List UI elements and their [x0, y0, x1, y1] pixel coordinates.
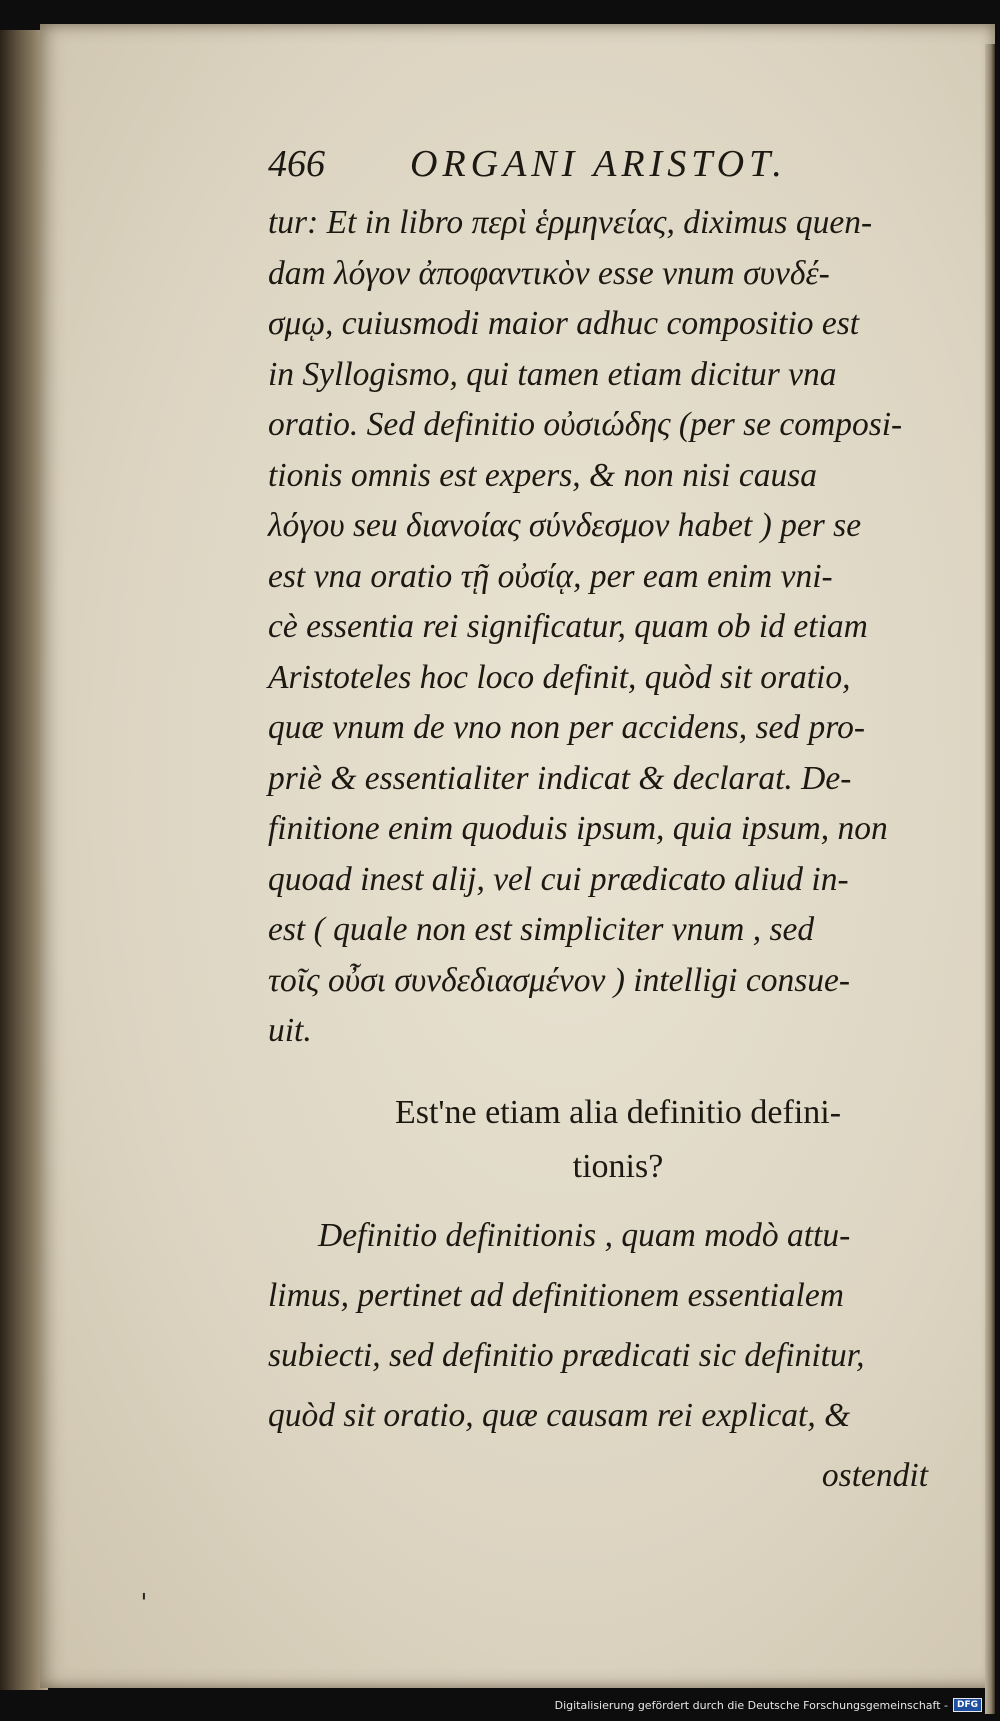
- credit-text: Digitalisierung gefördert durch die Deutsche Forschungsgemeinschaft -: [554, 1698, 948, 1712]
- page-right-edge: [985, 44, 995, 1714]
- text-line: Aristoteles hoc loco definit, quòd sit oratio,: [268, 658, 851, 696]
- dfg-logo: DFG: [953, 1698, 982, 1712]
- text-line: subiecti, sed definitio prædicati sic definitur,: [268, 1337, 865, 1374]
- answer-paragraph: [268, 1206, 968, 1506]
- text-line: dam λόγον ἀποφαντικὸν esse vnum συνδέ-: [268, 254, 830, 292]
- text-line: τοῖς οὖσι συνδεδιασμένον ) intelligi consue-: [268, 961, 851, 999]
- heading-line: Est'ne etiam alia definitio defini-: [394, 1094, 842, 1131]
- text-line: in Syllogismo, qui tamen etiam dicitur vna: [268, 355, 837, 393]
- text-line: priè & essentialiter indicat & declarat. De-: [268, 759, 852, 797]
- text-line: Definitio definitionis , quam modò attu-: [318, 1217, 851, 1254]
- text-line: est vna oratio τῇ οὐσίᾳ, per eam enim vni-: [268, 557, 833, 595]
- text-line: tionis omnis est expers, & non nisi causa: [268, 456, 818, 494]
- body-paragraph: [268, 198, 968, 1057]
- text-line: oratio. Sed definitio οὐσιώδης (per se composi-: [268, 406, 903, 443]
- text-line: cè essentia rei significatur, quam ob id etiam: [268, 608, 868, 645]
- text-line: quòd sit oratio, quæ causam rei explicat, &: [268, 1397, 851, 1434]
- digitization-credit: [555, 1695, 982, 1715]
- text-line: σμῳ, cuiusmodi maior adhuc compositio est: [268, 305, 860, 342]
- question-heading: [268, 1086, 968, 1194]
- page-header: [268, 140, 908, 196]
- text-line: finitione enim quoduis ipsum, quia ipsum, non: [268, 810, 888, 847]
- heading-line: tionis?: [572, 1148, 664, 1185]
- text-line: quæ vnum de vno non per accidens, sed pro-: [268, 709, 865, 746]
- page-number: 466: [268, 143, 325, 185]
- text-line: tur: Et in libro περὶ ἑρμηνείας, diximus quen-: [268, 204, 873, 241]
- ink-mark: ˌ: [140, 1570, 148, 1603]
- running-head: ORGANI ARISTOT.: [410, 143, 787, 185]
- text-line: est ( quale non est simpliciter vnum , sed: [268, 911, 815, 948]
- text-line: uit.: [268, 1012, 312, 1049]
- text-line: quoad inest alij, vel cui prædicato aliud in-: [268, 860, 849, 898]
- text-line: limus, pertinet ad definitionem essentialem: [268, 1277, 844, 1314]
- text-line: λόγου seu διανοίας σύνδεσμον habet ) per se: [268, 507, 862, 544]
- catchword: ostendit: [821, 1457, 928, 1494]
